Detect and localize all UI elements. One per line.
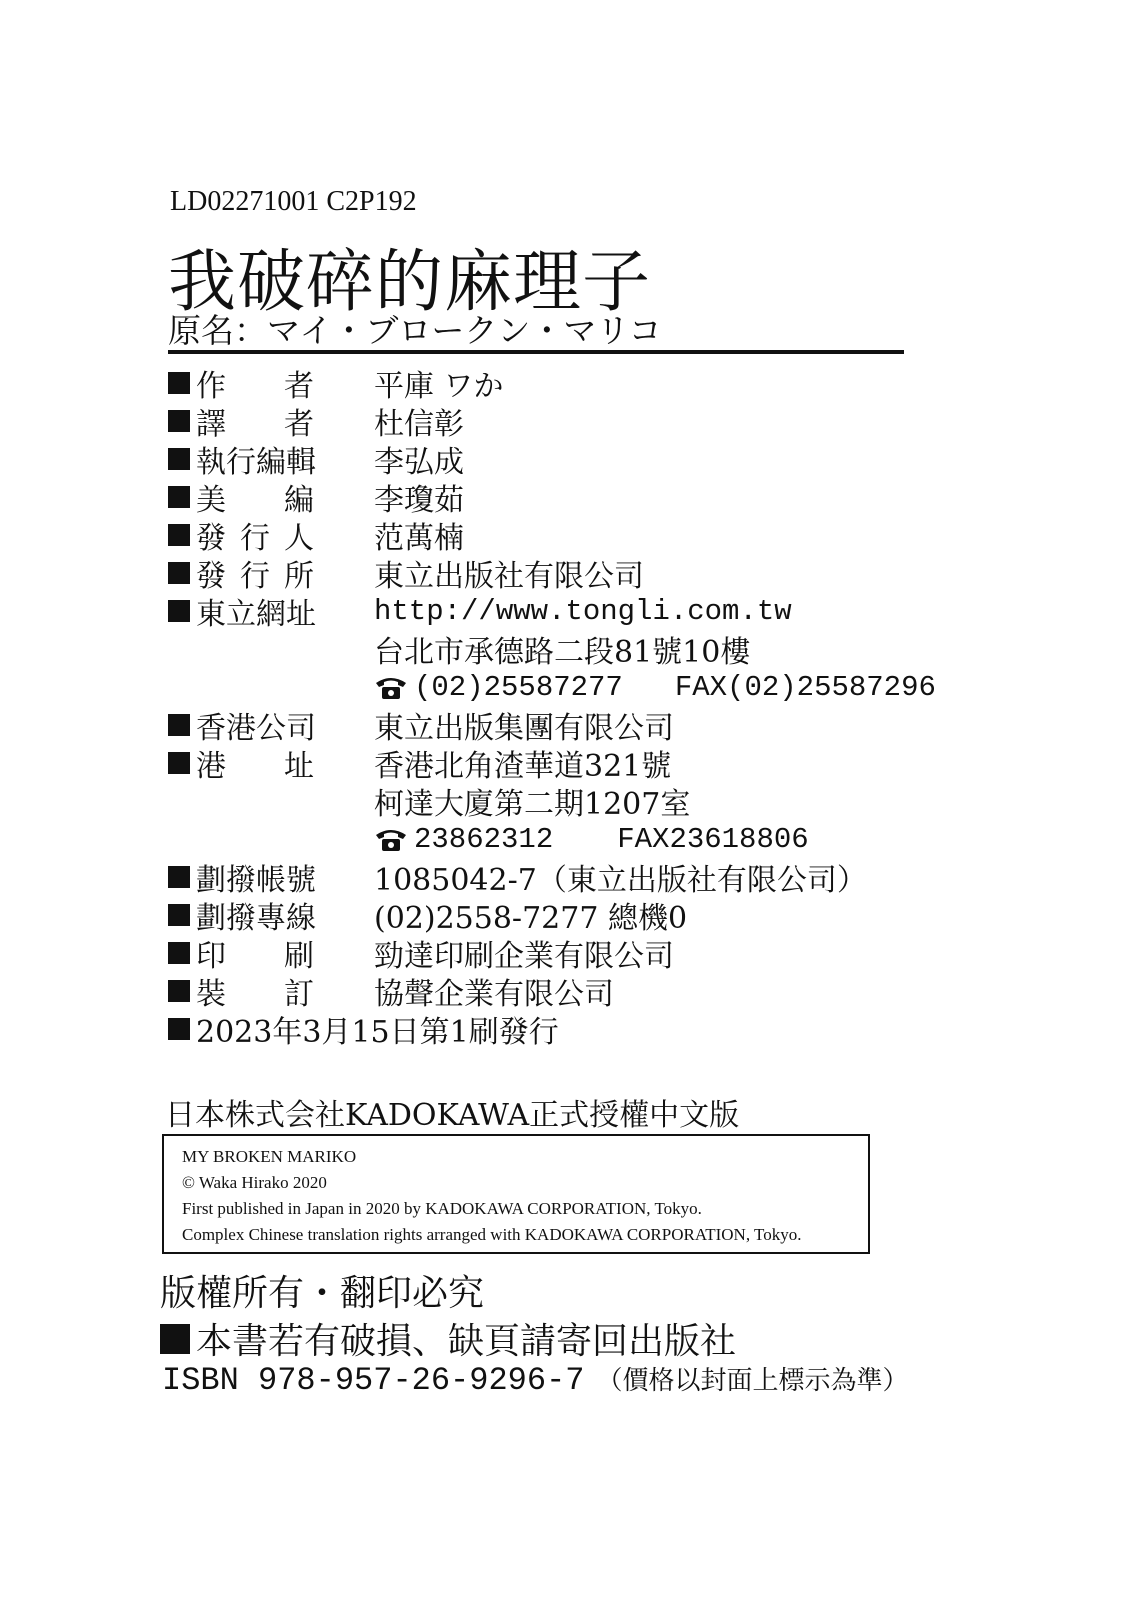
credit-value: 范萬楠 — [374, 521, 464, 556]
square-bullet-icon — [168, 486, 190, 508]
tongli-fax: FAX(02)25587296 — [674, 670, 936, 704]
credit-label: 香 港 公 司 — [196, 711, 316, 746]
isbn-number: ISBN 978-957-26-9296-7 — [162, 1362, 585, 1399]
credit-label: 譯 者 — [196, 407, 314, 442]
original-title: 原名：マイ・ブロークン・マリコ — [168, 311, 662, 350]
title-divider — [168, 350, 904, 354]
hk-fax: FAX23618806 — [617, 822, 809, 856]
square-bullet-icon — [168, 1018, 190, 1040]
credit-label: 美 編 — [196, 483, 314, 518]
hk-address-row — [168, 744, 936, 782]
credit-value: 勁達印刷企業有限公司 — [374, 939, 674, 974]
credit-label: 印 刷 — [196, 939, 314, 974]
hk-phone: 23862312 — [414, 822, 554, 856]
website-link[interactable]: http://www.tongli.com.tw — [374, 594, 792, 628]
square-bullet-icon — [168, 562, 190, 584]
credit-row-translator — [168, 402, 936, 440]
credit-value: 杜信彰 — [374, 407, 464, 442]
credit-row-website — [168, 592, 936, 630]
square-bullet-icon — [168, 752, 190, 774]
release-date: 2023年3月15日第1刷發行 — [196, 1015, 559, 1050]
catalog-code: LD02271001 C2P192 — [170, 186, 417, 217]
square-bullet-icon — [168, 866, 190, 888]
book-title: 我破碎的麻理子 — [168, 243, 652, 322]
hk-address-row-2 — [168, 782, 936, 820]
copyright-line: First published in Japan in 2020 by KADOKAWA CORPORATION, Tokyo. — [182, 1199, 702, 1218]
tongli-address: 台北市承德路二段81號10樓 — [374, 635, 751, 670]
copyright-box — [162, 1134, 870, 1254]
return-notice — [160, 1313, 736, 1364]
credit-value: 李弘成 — [374, 445, 464, 480]
credit-label: 東 立 網 址 — [196, 597, 316, 632]
credit-value: 協聲企業有限公司 — [374, 977, 614, 1012]
credit-label: 劃 撥 帳 號 — [196, 863, 316, 898]
square-bullet-icon — [168, 942, 190, 964]
hk-company-row — [168, 706, 936, 744]
credit-row-author — [168, 364, 936, 402]
credit-row-binding — [168, 972, 936, 1010]
isbn-line — [162, 1360, 908, 1399]
credit-row-publisher-person — [168, 516, 936, 554]
price-note: （價格以封面上標示為準） — [596, 1366, 909, 1396]
credit-row-transfer-account — [168, 858, 936, 896]
credit-value: 1085042-7（東立出版社有限公司） — [374, 863, 867, 898]
credit-label: 執 行 編 輯 — [196, 445, 316, 480]
credit-row-art-editor — [168, 478, 936, 516]
credit-row-transfer-line — [168, 896, 936, 934]
credit-label: 港 址 — [196, 749, 314, 784]
square-bullet-icon — [168, 600, 190, 622]
square-bullet-icon — [160, 1324, 190, 1354]
credit-label: 發 行 所 — [196, 559, 314, 594]
authorization-line: 日本株式会社KADOKAWA正式授權中文版 — [165, 1098, 740, 1133]
credit-label: 裝 訂 — [196, 977, 314, 1012]
square-bullet-icon — [168, 524, 190, 546]
tongli-phone-row — [168, 668, 936, 706]
credit-value: (02)2558-7277 總機0 — [374, 901, 688, 936]
copyright-line: Complex Chinese translation rights arranged with KADOKAWA CORPORATION, Tokyo. — [182, 1225, 802, 1244]
hk-address-2: 柯達大廈第二期1207室 — [374, 787, 691, 822]
rights-statement: 版權所有・翻印必究 — [160, 1273, 485, 1314]
square-bullet-icon — [168, 410, 190, 432]
credit-label: 劃 撥 專 線 — [196, 901, 316, 936]
copyright-line: MY BROKEN MARIKO — [182, 1147, 357, 1166]
return-notice-text: 本書若有破損、缺頁請寄回出版社 — [196, 1321, 737, 1362]
hk-phone-row — [168, 820, 936, 858]
copyright-line: © Waka Hirako 2020 — [182, 1173, 327, 1192]
credit-value: 李瓊茹 — [374, 483, 464, 518]
square-bullet-icon — [168, 980, 190, 1002]
credit-row-publisher — [168, 554, 936, 592]
credit-value: 東立出版社有限公司 — [374, 559, 644, 594]
telephone-icon — [374, 826, 408, 852]
square-bullet-icon — [168, 448, 190, 470]
hk-company: 東立出版集團有限公司 — [374, 711, 674, 746]
release-row — [168, 1010, 936, 1048]
tongli-phone: (02)25587277 — [414, 670, 623, 704]
hk-address-1: 香港北角渣華道321號 — [374, 749, 672, 784]
square-bullet-icon — [168, 904, 190, 926]
credits-list — [168, 364, 936, 1048]
credit-row-printing — [168, 934, 936, 972]
credit-value: 平庫 ワか — [374, 369, 504, 404]
square-bullet-icon — [168, 372, 190, 394]
credit-row-editor — [168, 440, 936, 478]
square-bullet-icon — [168, 714, 190, 736]
credit-label: 作 者 — [196, 369, 314, 404]
tongli-address-row — [168, 630, 936, 668]
credit-label: 發 行 人 — [196, 521, 314, 556]
telephone-icon — [374, 674, 408, 700]
